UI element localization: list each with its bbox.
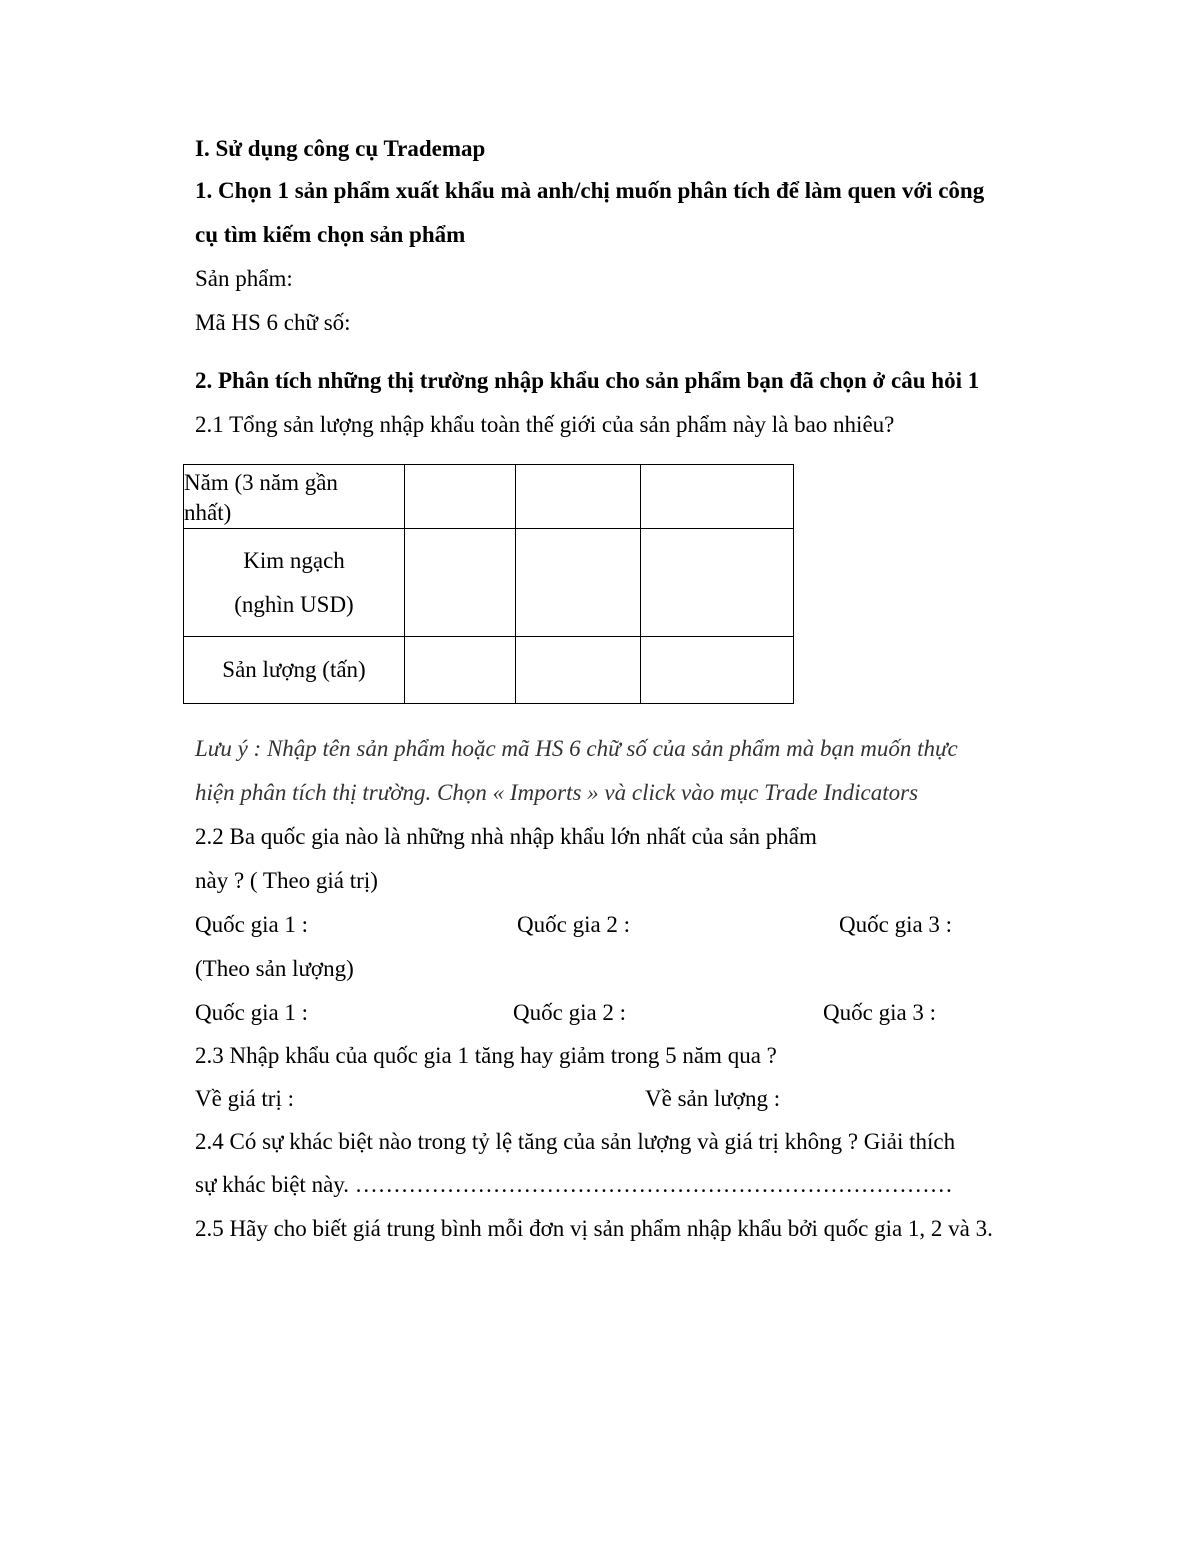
product-label: Sản phẩm: [195,266,293,291]
question-2-title: 2. Phân tích những thị trường nhập khẩu cho sản phẩm bạn đã chọn ở câu hỏi 1 [195,368,980,393]
table-cell-empty [405,465,516,529]
value-label-line-2: (nghìn USD) [234,591,354,617]
value-trend-label: Về giá trị : [195,1086,294,1111]
question-2-3: 2.3 Nhập khẩu của quốc gia 1 tăng hay giảm trong 5 năm qua ? [195,1043,777,1068]
question-2-1: 2.1 Tổng sản lượng nhập khẩu toàn thế giới của sản phẩm này là bao nhiêu? [195,412,895,437]
year-label-line-1: Năm (3 năm gần [184,470,338,495]
table-cell-empty [641,637,794,704]
table-cell-empty [516,465,641,529]
question-2-4-line-2: sự khác biệt này. …………………………………………………………………… [195,1172,953,1197]
volume-trend-label: Về sản lượng : [645,1086,781,1111]
volume-heading: (Theo sản lượng) [195,956,354,981]
question-2-2-line-1: 2.2 Ba quốc gia nào là những nhà nhập khẩu lớn nhất của sản phẩm [195,824,817,849]
question-2-2-line-2: này ? ( Theo giá trị) [195,868,378,893]
question-1-line-1: 1. Chọn 1 sản phẩm xuất khẩu mà anh/chị muốn phân tích để làm quen với công [195,178,985,203]
table-row [184,529,794,637]
volume-label: Sản lượng (tấn) [222,657,366,682]
question-2-4-line-1: 2.4 Có sự khác biệt nào trong tỷ lệ tăng của sản lượng và giá trị không ? Giải thích [195,1129,956,1154]
note-line-1: Lưu ý : Nhập tên sản phẩm hoặc mã HS 6 chữ số của sản phẩm mà bạn muốn thực [195,736,958,761]
volume-country-1: Quốc gia 1 : [195,1000,309,1025]
section-title: I. Sử dụng công cụ Trademap [195,136,486,161]
note-line-2: hiện phân tích thị trường. Chọn « Imports » và click vào mục Trade Indicators [195,780,919,805]
table-cell-empty [516,637,641,704]
question-2-5: 2.5 Hãy cho biết giá trung bình mỗi đơn vị sản phẩm nhập khẩu bởi quốc gia 1, 2 và 3. [195,1216,993,1241]
table-row [184,637,794,704]
table-cell-empty [405,637,516,704]
table-cell-year-label [184,465,405,529]
import-data-table [183,464,794,704]
table-row [184,465,794,529]
volume-country-2: Quốc gia 2 : [513,1000,627,1025]
value-country-3: Quốc gia 3 : [839,912,953,937]
table-cell-empty [641,465,794,529]
value-label-line-1: Kim ngạch [243,547,345,573]
question-1-line-2: cụ tìm kiếm chọn sản phẩm [195,222,466,247]
year-label-line-2: nhất) [184,500,232,525]
value-country-2: Quốc gia 2 : [517,912,631,937]
hs-code-label: Mã HS 6 chữ số: [195,310,351,335]
table-cell-volume-label [184,637,405,704]
volume-country-3: Quốc gia 3 : [823,1000,937,1025]
table-cell-empty [641,529,794,637]
table-cell-empty [516,529,641,637]
table-cell-empty [405,529,516,637]
value-country-1: Quốc gia 1 : [195,912,309,937]
table-cell-value-label [184,529,405,637]
